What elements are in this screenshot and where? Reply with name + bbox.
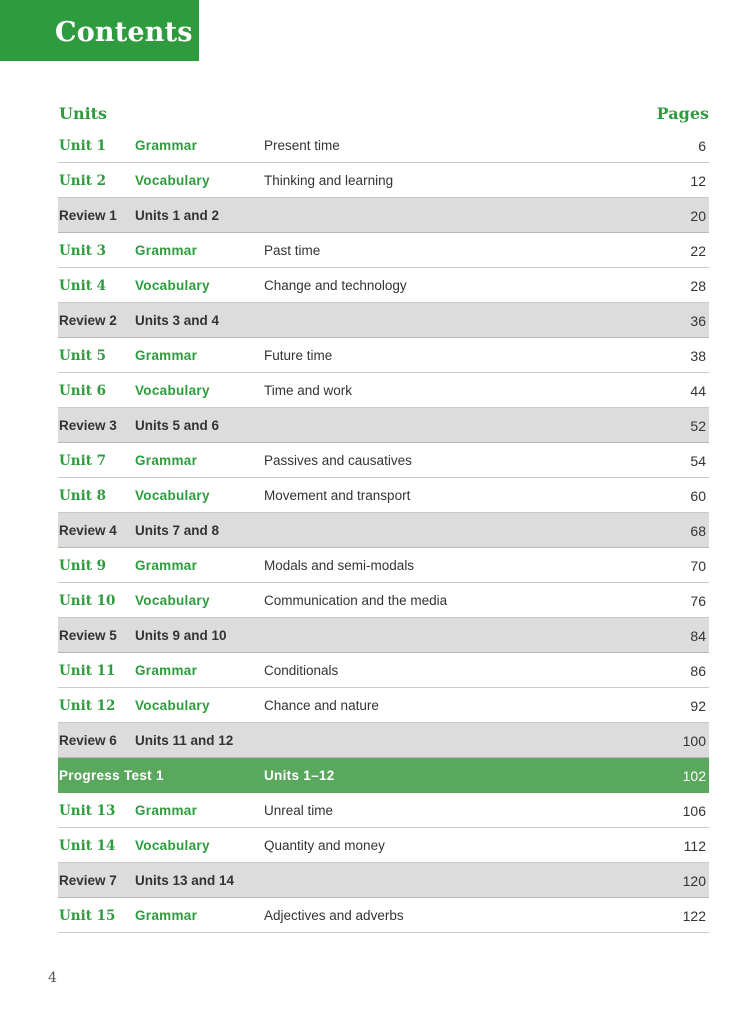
unit-label: Unit 12 bbox=[59, 698, 116, 714]
unit-row[interactable] bbox=[58, 338, 709, 373]
section-type: Grammar bbox=[135, 138, 198, 153]
review-label: Review 4 bbox=[59, 523, 117, 538]
page-ref: 120 bbox=[682, 873, 706, 889]
review-units: Units 11 and 12 bbox=[135, 733, 234, 748]
page-ref: 70 bbox=[690, 558, 706, 574]
review-units: Units 9 and 10 bbox=[135, 628, 227, 643]
topic-title: Time and work bbox=[264, 383, 353, 398]
page-ref: 6 bbox=[698, 138, 706, 154]
page-ref: 20 bbox=[690, 208, 706, 224]
page-ref: 28 bbox=[690, 278, 706, 294]
page-ref: 12 bbox=[690, 173, 706, 189]
progress-test-label: Progress Test 1 bbox=[59, 768, 164, 783]
contents-table bbox=[58, 128, 709, 933]
unit-row[interactable] bbox=[58, 898, 709, 933]
section-type: Vocabulary bbox=[135, 488, 210, 503]
section-type: Vocabulary bbox=[135, 383, 210, 398]
unit-label: Unit 10 bbox=[59, 593, 116, 609]
unit-label: Unit 8 bbox=[59, 488, 107, 504]
topic-title: Communication and the media bbox=[264, 593, 448, 608]
unit-row[interactable] bbox=[58, 373, 709, 408]
review-units: Units 7 and 8 bbox=[135, 523, 220, 538]
topic-title: Adjectives and adverbs bbox=[264, 908, 404, 923]
unit-label: Unit 13 bbox=[59, 803, 116, 819]
unit-label: Unit 9 bbox=[59, 558, 107, 574]
page-number: 4 bbox=[48, 970, 57, 986]
topic-title: Modals and semi-modals bbox=[264, 558, 415, 573]
page-ref: 36 bbox=[690, 313, 706, 329]
page-ref: 86 bbox=[690, 663, 706, 679]
page-ref: 60 bbox=[690, 488, 706, 504]
topic-title: Thinking and learning bbox=[264, 173, 394, 188]
unit-label: Unit 4 bbox=[59, 278, 107, 294]
page-ref: 76 bbox=[690, 593, 706, 609]
page-ref: 22 bbox=[690, 243, 706, 259]
unit-label: Unit 1 bbox=[59, 138, 107, 154]
review-row[interactable] bbox=[58, 863, 709, 898]
section-type: Vocabulary bbox=[135, 278, 210, 293]
page-ref: 112 bbox=[683, 838, 706, 854]
unit-row[interactable] bbox=[58, 793, 709, 828]
topic-title: Conditionals bbox=[264, 663, 339, 678]
unit-label: Unit 14 bbox=[59, 838, 116, 854]
review-row[interactable] bbox=[58, 723, 709, 758]
unit-row[interactable] bbox=[58, 583, 709, 618]
unit-row[interactable] bbox=[58, 128, 709, 163]
progress-test-row[interactable] bbox=[58, 758, 709, 793]
topic-title: Past time bbox=[264, 243, 321, 258]
page-ref: 44 bbox=[690, 383, 706, 399]
section-type: Grammar bbox=[135, 558, 198, 573]
unit-row[interactable] bbox=[58, 688, 709, 723]
topic-title: Passives and causatives bbox=[264, 453, 412, 468]
page-ref: 100 bbox=[682, 733, 706, 749]
review-label: Review 2 bbox=[59, 313, 117, 328]
section-type: Grammar bbox=[135, 908, 198, 923]
review-row[interactable] bbox=[58, 198, 709, 233]
unit-row[interactable] bbox=[58, 478, 709, 513]
review-units: Units 1 and 2 bbox=[135, 208, 220, 223]
page-ref: 92 bbox=[690, 698, 706, 714]
topic-title: Change and technology bbox=[264, 278, 407, 293]
section-type: Grammar bbox=[135, 803, 198, 818]
page-ref: 102 bbox=[682, 768, 706, 784]
unit-row[interactable] bbox=[58, 548, 709, 583]
review-label: Review 6 bbox=[59, 733, 117, 748]
section-type: Vocabulary bbox=[135, 838, 210, 853]
page-ref: 122 bbox=[682, 908, 706, 924]
unit-row[interactable] bbox=[58, 163, 709, 198]
unit-row[interactable] bbox=[58, 653, 709, 688]
unit-label: Unit 11 bbox=[59, 663, 116, 679]
section-type: Grammar bbox=[135, 453, 198, 468]
page-ref: 54 bbox=[690, 453, 706, 469]
unit-label: Unit 7 bbox=[59, 453, 107, 469]
page-ref: 52 bbox=[690, 418, 706, 434]
unit-label: Unit 6 bbox=[59, 383, 107, 399]
page-ref: 106 bbox=[682, 803, 706, 819]
topic-title: Chance and nature bbox=[264, 698, 379, 713]
page-ref: 84 bbox=[690, 628, 706, 644]
section-type: Vocabulary bbox=[135, 698, 210, 713]
unit-row[interactable] bbox=[58, 828, 709, 863]
section-type: Vocabulary bbox=[135, 173, 210, 188]
topic-title: Quantity and money bbox=[264, 838, 385, 853]
review-label: Review 5 bbox=[59, 628, 117, 643]
page-ref: 68 bbox=[690, 523, 706, 539]
unit-label: Unit 3 bbox=[59, 243, 107, 259]
unit-label: Unit 5 bbox=[59, 348, 107, 364]
review-label: Review 3 bbox=[59, 418, 117, 433]
page-title: Contents bbox=[55, 17, 193, 48]
review-row[interactable] bbox=[58, 408, 709, 443]
review-units: Units 5 and 6 bbox=[135, 418, 220, 433]
units-column-header: Units bbox=[59, 104, 108, 123]
unit-label: Unit 2 bbox=[59, 173, 107, 189]
section-type: Grammar bbox=[135, 348, 198, 363]
review-row[interactable] bbox=[58, 303, 709, 338]
section-type: Grammar bbox=[135, 663, 198, 678]
unit-row[interactable] bbox=[58, 443, 709, 478]
page-ref: 38 bbox=[690, 348, 706, 364]
title-banner bbox=[0, 0, 199, 61]
review-label: Review 1 bbox=[59, 208, 117, 223]
topic-title: Movement and transport bbox=[264, 488, 411, 503]
unit-row[interactable] bbox=[58, 268, 709, 303]
progress-test-units: Units 1–12 bbox=[264, 768, 335, 783]
review-units: Units 3 and 4 bbox=[135, 313, 220, 328]
unit-label: Unit 15 bbox=[59, 908, 116, 924]
review-row[interactable] bbox=[58, 618, 709, 653]
review-row[interactable] bbox=[58, 513, 709, 548]
review-label: Review 7 bbox=[59, 873, 117, 888]
review-units: Units 13 and 14 bbox=[135, 873, 235, 888]
section-type: Grammar bbox=[135, 243, 198, 258]
pages-column-header: Pages bbox=[656, 104, 709, 123]
topic-title: Unreal time bbox=[264, 803, 334, 818]
unit-row[interactable] bbox=[58, 233, 709, 268]
section-type: Vocabulary bbox=[135, 593, 210, 608]
topic-title: Future time bbox=[264, 348, 333, 363]
topic-title: Present time bbox=[264, 138, 340, 153]
